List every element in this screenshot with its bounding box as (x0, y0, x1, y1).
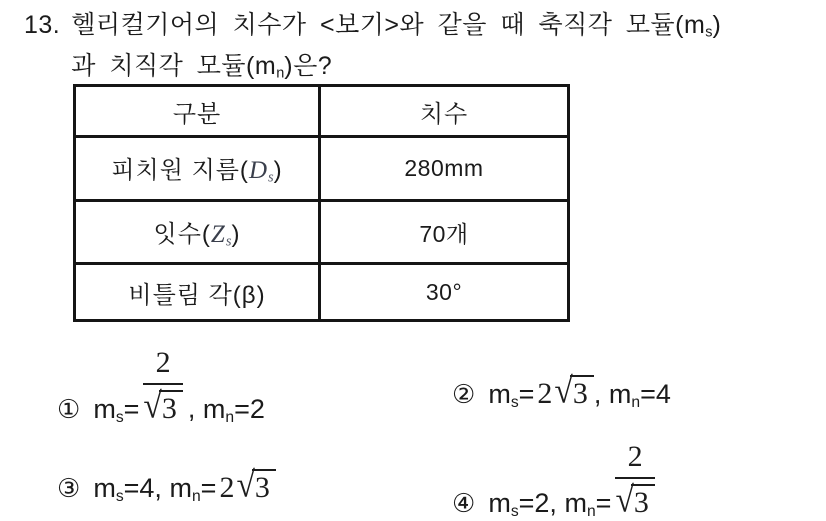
choice-3-rhs: $m_n=$ (169, 473, 217, 505)
table-header-row (75, 86, 569, 137)
coefficient: 2 (219, 471, 235, 504)
variable-Z: $Z_s$ (210, 220, 232, 250)
question-block (24, 9, 721, 90)
choice-2-marker: ② (452, 379, 476, 409)
choice-2-lhs: $m_s=$ (488, 379, 535, 411)
fraction-numerator: 2 (615, 440, 654, 479)
variable-D: $D_s$ (248, 157, 274, 186)
choice-4-rhs: $m_n=$ (564, 487, 612, 520)
square-root: √3 (143, 392, 182, 425)
spec-table (73, 84, 570, 322)
fraction-numerator: 2 (143, 346, 182, 385)
radical-expression (534, 370, 593, 411)
separator: , (593, 379, 602, 409)
question-number: 13. (24, 11, 61, 39)
table-header-dimension: 치수 (320, 86, 569, 137)
radical-sign: √ (554, 370, 573, 411)
subscript-n: n (276, 65, 285, 82)
radical-expression (216, 464, 275, 505)
square-root: √3 (615, 486, 654, 519)
square-root: √3 (236, 471, 275, 504)
choice-1-marker: ① (57, 393, 81, 424)
radical-sign: √ (143, 385, 162, 426)
square-root: √3 (554, 377, 593, 410)
separator: , (187, 393, 196, 424)
table-header-category: 구분 (75, 86, 320, 137)
table-row-teeth-count (75, 201, 569, 264)
choice-4-lhs: $m_s=2$, (488, 487, 557, 520)
fraction-denominator (615, 479, 654, 521)
choice-1-rhs: $m_n=2$ (202, 393, 265, 426)
fraction (143, 346, 182, 426)
fraction (615, 440, 654, 520)
coefficient: 2 (537, 377, 553, 410)
radical-sign: √ (236, 464, 255, 505)
subscript-s: s (225, 233, 232, 250)
choice-3-lhs: $m_s=4$, (93, 473, 162, 505)
choice-4-marker: ④ (452, 487, 476, 518)
radical-sign: √ (615, 479, 634, 520)
row-value: 70개 (320, 201, 569, 264)
fraction-denominator (143, 385, 182, 427)
row-label: 잇수$(Z_s)$ (75, 201, 320, 264)
row-label: 비틀림 각(β) (75, 264, 320, 321)
subscript-s: s (268, 169, 274, 186)
table-row-pitch-diameter (75, 137, 569, 201)
question-line-2: 과 치직각 모듈$(m_n)$은? (71, 51, 333, 82)
subscript-s: s (705, 24, 713, 41)
row-label: 피치원 지름$(D_s)$ (75, 137, 320, 201)
question-text (71, 9, 721, 90)
choice-1-lhs: $m_s=$ (93, 393, 140, 426)
choice-2[interactable] (452, 370, 671, 412)
choice-3-marker: ③ (57, 473, 81, 503)
question-line-1: 헬리컬기어의 치수가 <보기>와 같을 때 축직각 모듈$(m_s)$ (71, 11, 722, 41)
choice-4[interactable] (452, 440, 660, 521)
choice-1[interactable] (57, 346, 265, 427)
row-value: 280mm (320, 137, 569, 201)
choice-2-rhs: $m_n=4$ (608, 379, 671, 411)
row-value: 30° (320, 264, 569, 321)
table-row-helix-angle (75, 264, 569, 321)
choice-3[interactable] (57, 464, 276, 506)
